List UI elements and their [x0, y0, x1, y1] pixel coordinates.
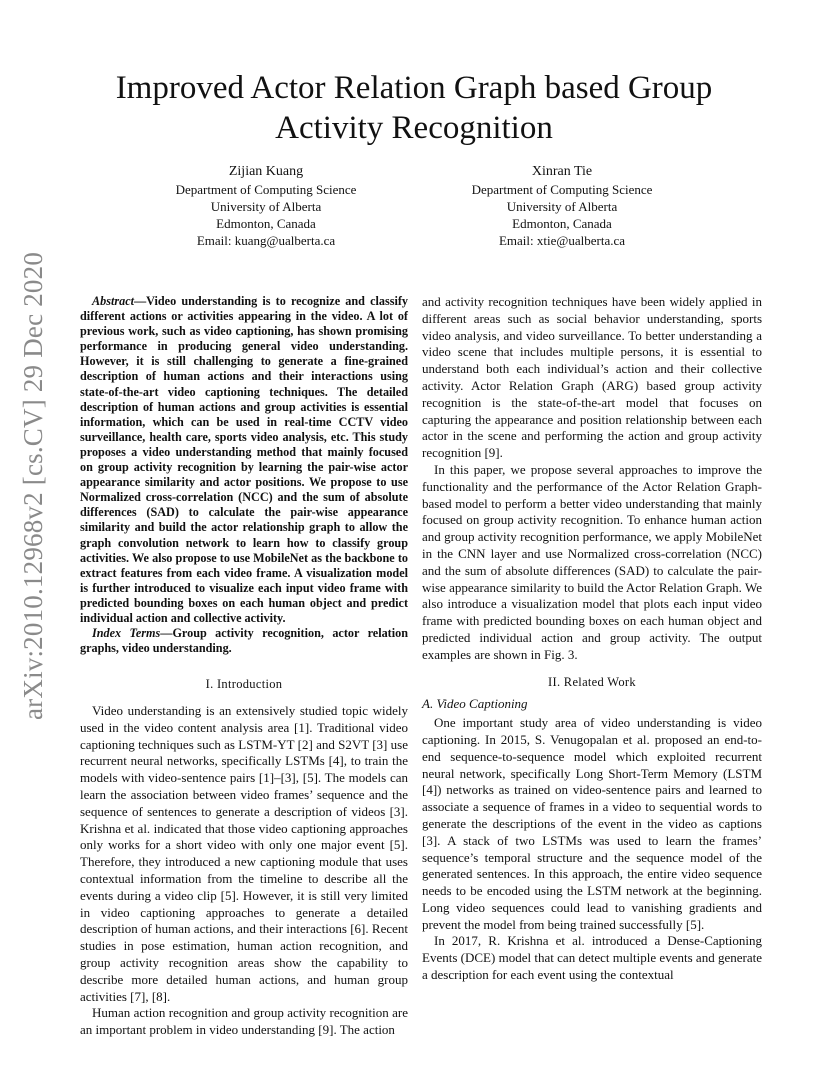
arxiv-identifier: arXiv:2010.12968v2 [cs.CV] 29 Dec 2020 [18, 251, 48, 720]
author-location: Edmonton, Canada [216, 216, 316, 231]
index-terms-label: Index Terms [92, 626, 161, 641]
subsection-heading-video-captioning: A. Video Captioning [422, 696, 528, 712]
abstract [80, 294, 408, 626]
paper-title: Improved Actor Relation Graph based Group Activity Recognition [115, 70, 713, 146]
abstract-text: —Video understanding is to recognize and classify different actions or activities appearing in the video. A lot of previous work, such as video captioning, has shown promising performance in producing general video understanding. However, it is still challenging to generate a fine-grained description of human actions and their interactions using state-of-the-art video captioning techniques. The detailed description of human actions and group activities is essential information, which can be used in real-time CCTV video surveillance, health care, sports video analysis, etc. This study proposes a video understanding method that mainly focused on group activity recognition by learning the pair-wise actor appearance similarity and actor positions. We propose to use Normalized cross-correlation (NCC) and the sum of absolute differences (SAD) to calculate the pair-wise appearance similarity and build the actor relationship graph to allow the graph convolution network to learn how to classify group activities. We also propose to use MobileNet as the backbone to extract features from each video frame. A visualization model is further introduced to visualize each input video frame with predicted bounding boxes on each human object and predict individual action and collective activity. [80, 294, 408, 625]
author-email: Email: xtie@ualberta.ca [498, 233, 626, 248]
author-univ: University of Alberta [506, 199, 618, 214]
section-heading-related-work: II. Related Work [548, 674, 636, 689]
author-1 [136, 163, 396, 249]
right-paragraph-1: and activity recognition techniques have been widely applied in different areas such as social behavior understanding, sports video analysis, and video surveillance. To better understanding a video scene that includes multiple persons, it is essential to understand both each individual’s action and their collective activity. Actor Relation Graph (ARG) based group activity recognition is the state-of-the-art model that focuses on capturing the appearance and position relationship between each actor in the scene and performing the action and group activity recognition [9]. [422, 294, 762, 461]
author-email: Email: kuang@ualberta.ca [196, 233, 336, 248]
intro-paragraph-2: Human action recognition and group activity recognition are an important problem in video understanding [9]. The action [80, 1005, 408, 1038]
left-column [80, 294, 408, 1039]
author-dept: Department of Computing Science [175, 182, 357, 197]
author-location: Edmonton, Canada [512, 216, 612, 231]
author-univ: University of Alberta [210, 199, 322, 214]
index-terms-text: —Group activity recognition, actor relation graphs, video understanding. [80, 626, 408, 656]
author-name: Xinran Tie [531, 164, 593, 179]
author-2 [432, 163, 692, 249]
right-paragraph-4: In 2017, R. Krishna et al. introduced a Dense-Captioning Events (DCE) model that can detect multiple events and generate a description for each event using the contextual [422, 933, 762, 983]
author-dept: Department of Computing Science [471, 182, 653, 197]
author-name: Zijian Kuang [228, 164, 304, 179]
intro-paragraph-1: Video understanding is an extensively studied topic widely used in the video content analysis area [1]. Traditional video captioning techniques such as LSTM-YT [2] and S2VT [3] use recurrent neural networks, specifically LSTMs [4], to train the models with video-sentence pairs [1]–[3], [5]. The models can learn the association between video frames’ sequence and the sequence of sentences to generate a description of videos [3]. Krishna et al. indicated that those video captioning approaches only works for a short video with only one major event [5]. Therefore, they introduced a new captioning module that uses contextual information from the timeline to describe all the events during a video clip [5]. However, it is still very limited in video captioning approaches to generate a detailed description of human actions, and their interactions [6]. Recent studies in pose estimation, human action recognition, and group activity recognition areas show the capability to describe more detailed human actions, and human group activities [7], [8]. [80, 703, 408, 1004]
right-paragraph-2: In this paper, we propose several approaches to improve the functionality and the performance of the Actor Relation Graph-based model to perform a better video understanding that mainly focused on group activity recognition. To enhance human action and group activity recognition performance, we apply MobileNet in the CNN layer and use Normalized cross-correlation (NCC) and the sum of absolute differences (SAD) to calculate the pair-wise appearance similarity to build the Actor Relation Graph. We also introduce a visualization model that plots each input video frame with predicted bounding boxes on each human object and predicted individual action and group activity. The output examples are shown in Fig. 3. [422, 461, 762, 662]
abstract-label: Abstract [92, 294, 134, 308]
section-heading-introduction: I. Introduction [205, 677, 283, 692]
right-paragraph-3: One important study area of video understanding is video captioning. In 2015, S. Venugopalan et al. proposed an end-to-end sequence-to-sequence model which exploited recurrent neural network, specifically Long Short-Term Memory (LSTM [4]) networks as trained on video-sentence pairs and learned to associate a sequence of frames in a video to sequential words to generate the descriptions of the event in the video as captions [3]. A stack of two LSTMs was used to learn the frames’ sequence’s temporal structure and the sequence model of the generated sentences. In this approach, the entire video sequence needs to be encoded using the LSTM network at the beginning. Long video sequences could lead to vanishing gradients and prevent the model from being trained successfully [5]. [422, 715, 762, 932]
index-terms [80, 626, 408, 656]
right-column [422, 294, 762, 984]
